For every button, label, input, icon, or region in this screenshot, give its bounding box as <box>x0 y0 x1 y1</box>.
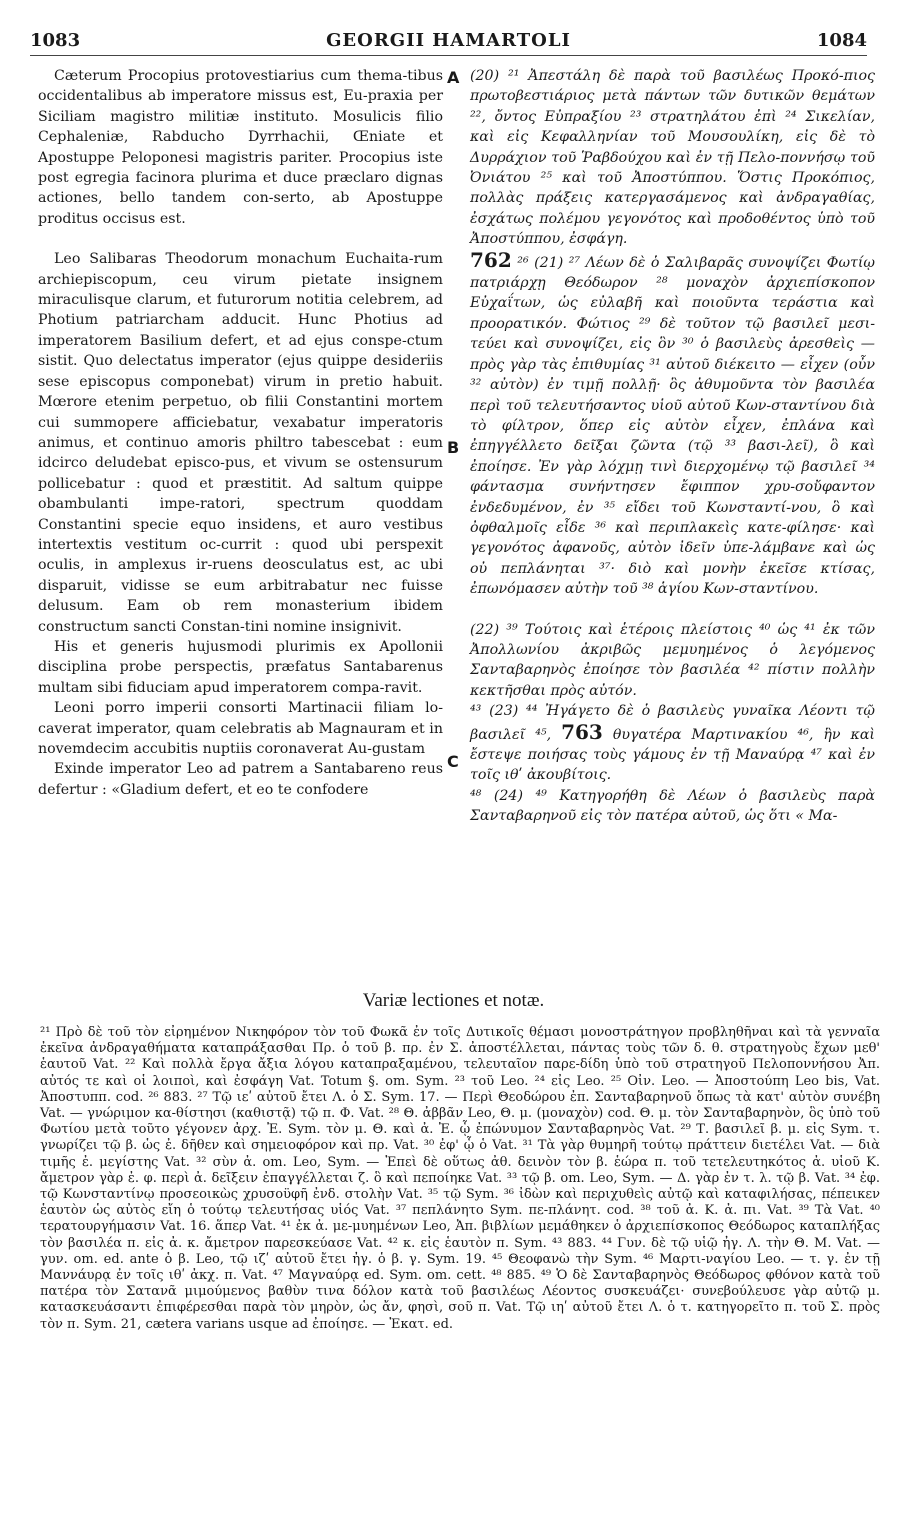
greek-paragraph: θυγατέρα Μαρτινακίου ⁴⁶, ἣν καὶ ἔστεψε ποιήσας τοὺς γάμους ἐν τῇ Μαναύρᾳ ⁴⁷ καὶ ἐν τοῖς ιθʹ ἀκουβίτοις. <box>470 726 875 784</box>
latin-paragraph: His et generis hujusmodi plurimis ex Apollonii disciplina probe perspectis, præfatus Santabarenus multam sibi fiduciam apud imperatorem compa-ravit. <box>38 638 443 696</box>
margin-letter-b: B <box>447 438 460 457</box>
latin-paragraph: Leoni porro imperii consorti Martinacii filiam lo-caverat imperator, quam celebratis ab Magnauram et in novemdecim accubitis nuptiis coronaverat Au-gustam <box>38 700 443 757</box>
latin-paragraph: Exinde imperator Leo ad patrem a Santabareno reus defertur : «Gladium defert, et eo te confodere <box>38 761 443 798</box>
footnotes <box>40 1025 880 1333</box>
running-title: GEORGII HAMARTOLI <box>326 30 571 51</box>
variae-lectiones-heading: Variæ lectiones et notæ. <box>362 990 545 1011</box>
latin-paragraph: Leo Salibaras Theodorum monachum Euchaita-rum archiepiscopum, ceu virum pietate insignem miraculisque clarum, et futurorum notitia celebrem, ad Photium patriarcham adducit. Hunc Photius ad imperatorem Basilium defert, et ad ejus conspe-ctum sistit. Quo delectatus imperator (ejus quippe desideriis sese episcopus componebat) virum in pretio habuit. Mœrore etenim perpetuo, ob filii Constantini mortem cui summopere afficiebatur, vexabatur imperatoris animus, et continuo amoris philtro tabescebat : eum idcirco deludebat episco-pus, et vivum se ostensurum pollicebatur : quod et præstitit. Ad saltum quippe obambulanti impe-ratori, spectrum quoddam Constantini specie equo insidens, et auro vestibus intertextis vestitum oc-currit : quod ubi perspexit oculis, in amplexus ir-ruens deosculatus est, ac ubi disparuit, vidisse se eum arbitrabatur nec fuisse delusum. Eam ob rem monasterium ibidem constructum sancti Constan-tini nomine insignivit. <box>38 251 443 635</box>
page-number-left: 1083 <box>30 30 81 51</box>
greek-paragraph: (20) ²¹ Ἀπεστάλη δὲ παρὰ τοῦ βασιλέως Προκό-πιος πρωτοβεστιάριος μετὰ πάντων τῶν δυτικῶν θεμάτων ²², ὄντος Εὐπραξίου ²³ στρατηλάτου ἐπὶ ²⁴ Σικελίαν, καὶ εἰς Κεφαλληνίαν τοῦ Μουσουλίκη, εἰς δὲ τὸ Δυρράχιον τοῦ Ῥαβδούχου καὶ ἐν τῇ Πελο-ποννήσῳ τοῦ Ὀνιάτου ²⁵ καὶ τοῦ Ἀποστύππου. Ὅστις Προκόπιος, πολλὰς πράξεις κατεργασάμενος καὶ ἀνδραγαθίας, ἐσχάτως πολέμου γεγονότος καὶ προδοθέντος ὑπὸ τοῦ Ἀποστύππου, ἐσφάγη. <box>470 68 875 248</box>
footnote-text: ²¹ Πρὸ δὲ τοῦ τὸν εἰρημένον Νικηφόρον τὸν τοῦ Φωκᾶ ἐν τοῖς Δυτικοῖς θέμασι μονοστράτηγον προβληθῆναι καὶ τὰ γενναῖα ἐκεῖνα ἀνδραγαθήματα καταπράξασθαι Πρ. ὁ τοῦ β. πρ. ἐν Σ. ἀποστέλλεται, πάντας τοὺς τῶν δ. θ. στρατηγοὺς ἔχων μεθ' ἑαυτοῦ Vat. ²² Καὶ πολλὰ ἔργα ἄξια λόγου καταπραξαμένου, τελευταῖον παρε-δίδη ὑπὸ τοῦ στρατηγοῦ Πελοποννήσου Ἀπ. αὐτός τε καὶ οἱ λοιποὶ, καὶ ἐσφάγη Vat. Totum §. om. Sym. ²³ τοῦ Leo. ²⁴ εἰς Leo. ²⁵ Οἰν. Leo. — Ἀποστούπη Leo bis, Vat. Ἀποστυππ. cod. ²⁶ 883. ²⁷ Τῷ ιεʹ αὐτοῦ ἔτει Λ. ὁ Σ. Sym. 17. — Περὶ Θεοδώρου ἐπ. Σανταβαρηνοῦ ὅπως τὰ κατ' αὐτὸν συνέβη Vat. — γνώριμον κα-θίστησι (καθιστᾷ) τῷ π. Φ. Vat. ²⁸ Θ. ἀββᾶν Leo, Θ. μ. (μοναχὸν) cod. Θ. μ. τὸν Σανταβαρηνὸν, ὃς ὑπὸ τοῦ Φωτίου μετὰ τοῦτο γέγονεν ἀρχ. Ἐ. Sym. τὸν μ. Θ. καὶ ἀ. Ἐ. ᾧ ἐπώνυμον Σανταβαρηνὸς Vat. ²⁹ Τ. βασιλεῖ β. μ. εἰς Sym. τ. γνωρίζει τῷ β. ὡς ἐ. δῆθεν καὶ σημειοφόρον καὶ πρ. Vat. ³⁰ ἐφ' ᾧ ὁ Vat. ³¹ Τὰ γὰρ θυμηρῆ τούτῳ πράττειν διετέλει Vat. — διὰ τιμῆς ἐ. μεγίστης Vat. ³² σὺν ἀ. om. Leo, Sym. — Ἐπεὶ δὲ οὕτως ἀθ. δεινὸν τὸν β. ἑώρα π. τοῦ τετελευτηκότος ἀ. υἱοῦ Κ. ἄμετρον γὰρ ἐ. φ. περὶ ἀ. δεῖξειν ἐπαγγέλλεται ζ. ὃ καὶ πεποίηκε Vat. ³³ τῷ β. om. Leo, Sym. — Δ. γὰρ ἐν τ. λ. τῷ β. Vat. ³⁴ ἐφ. τῷ Κωνσταντίνῳ προσεοικὼς χρυσοϋφῆ ἐνδ. στολὴν Vat. ³⁵ τῷ Sym. ³⁶ ἰδὼν καὶ περιχυθεὶς αὐτῷ καὶ καταφιλήσας, πέπεικεν ἑαυτὸν ὡς αὐτὸς εἴη ὁ τούτῳ τελευτήσας υἱός Vat. ³⁷ πεπλάνητο Sym. πε-πλάνητ. cod. ³⁸ τοῦ ἀ. Κ. ἀ. πι. Vat. ³⁹ Τὰ Vat. ⁴⁰ τερατουργήμασιν Vat. 16. ἅπερ Vat. ⁴¹ ἐκ ἀ. με-μυημένων Leo, Ἀπ. βιβλίων μεμάθηκεν ὁ ἀρχιεπίσκοπος Θεόδωρος καταπλήξας τὸν βασιλέα π. εἰς ἀ. κ. ἄμετρον παρεσκεύασε Vat. ⁴² κ. εἰς ἑαυτὸν π. Sym. ⁴³ 883. ⁴⁴ Γυν. δὲ τῷ υἱῷ ἠγ. Λ. τὴν Θ. Μ. Vat. — γυν. om. ed. ante ὁ β. Leo, τῷ ιζʹ αὐτοῦ ἔτει ἠγ. ὁ β. γ. Sym. 19. ⁴⁵ Θεοφανὼ τὴν Sym. ⁴⁶ Μαρτι-ναγίου Leo. — τ. γ. ἐν τῇ Μαννάυρᾳ ἐν τοῖς ιθʹ ἀκχ. π. Vat. ⁴⁷ Μαγναύρᾳ ed. Sym. om. cett. ⁴⁸ 885. ⁴⁹ Ὁ δὲ Σανταβαρηνὸς Θεόδωρος φθόνον κατὰ τοῦ πατέρα τὸν Σατανᾶ μιμούμενος βαθὺν τινα δόλον κατὰ τοῦ βασιλέως Λέοντος συσκευάζει· συνεβούλευσε γὰρ αὐτῷ μ. κατασκευάσαντι ἐπιφέρεσθαι παρὰ τὸν μηρὸν, ὡς ἄν, φησὶ, σοῦ π. Vat. Τῷ ιηʹ αὐτοῦ ἔτει Λ. ὁ τ. κατηγορεῖτο π. τοῦ Σ. πρὸς τὸν π. Sym. 21, cætera varians usque ad ἐποίησε. — Ἐκατ. ed. <box>40 1025 880 1332</box>
latin-paragraph: Cæterum Procopius protovestiarius cum thema-tibus occidentalibus ab imperatore missus est, Eu-praxia per Siciliam magistro militiæ instituto. Mosulicis filio Cephaleniæ, Rabducho Dyrrhachii, Œniate et Apostuppe Peloponesi magistris pariter. Procopius iste post egregia facinora plurima et duce præclaro dignas actiones, bello tandem con-serto, ab Apostuppe proditus occisus est. <box>38 68 443 227</box>
greek-column <box>470 66 875 827</box>
header-rule <box>30 55 867 56</box>
greek-paragraph: (22) ³⁹ Τούτοις καὶ ἑτέροις πλείστοις ⁴⁰ ὡς ⁴¹ ἐκ τῶν Ἀπολλωνίου ἀκριβῶς μεμυημένος ὁ λεγόμενος Σανταβαρηνὸς ἐποίησε τὸν βασιλέα ⁴² πίστιν πολλὴν κεκτῆσθαι πρὸς αὐτόν. <box>470 621 875 699</box>
section-number-762: 762 <box>470 247 512 272</box>
page-number-right: 1084 <box>816 30 867 51</box>
greek-paragraph: ⁴⁸ (24) ⁴⁹ Κατηγορήθη δὲ Λέων ὁ βασιλεὺς παρὰ Σανταβαρηνοῦ εἰς τὸν πατέρα αὐτοῦ, ὡς ὅτι « Μα- <box>470 787 875 825</box>
greek-paragraph: ²⁶ (21) ²⁷ Λέων δὲ ὁ Σαλιβαρᾶς συνοψίζει Φωτίῳ πατριάρχῃ Θεόδωρον ²⁸ μοναχὸν ἀρχιεπίσκοπον Εὐχαΐτων, ὡς εὐλαβῆ καὶ ποιοῦντα τεράστια καὶ προορατικόν. Φώτιος ²⁹ δὲ τοῦτον τῷ βασιλεῖ μεσι-τεύει καὶ συνοψίζει, εἰς ὃν ³⁰ ὁ βασιλεὺς ἀρεσθεὶς — πρὸς γὰρ τὰς ἐπιθυμίας ³¹ αὐτοῦ διέκειτο — εἶχεν (οὖν ³² αὐτὸν) ἐν τιμῇ πολλῇ· ὃς ἀθυμοῦντα τὸν βασιλέα περὶ τοῦ τελευτήσαντος υἱοῦ αὐτοῦ Κων-σταντίνου διὰ τὸ φίλτρον, ὅπερ εἰς αὐτὸν εἶχεν, ἐπλάνα καὶ ἐπηγγέλλετο δεῖξαι ζῶντα (τῷ ³³ βασι-λεῖ), ὃ καὶ ἐποίησε. Ἐν γὰρ λόχμῃ τινὶ διερχομένῳ τῷ βασιλεῖ ³⁴ φάντασμα συνήντησεν ἔφιππον χρυ-σοὔφαντον ἐνδεδυμένον, ἐν ³⁵ εἴδει τοῦ Κωνσταντί-νου, ὃ καὶ ὀφθαλμοῖς εἶδε ³⁶ καὶ περιπλακεὶς κατε-φίλησε· καὶ γεγονότος ἀφανοῦς, αὐτὸν ἰδεῖν ὑπε-λάμβανε καὶ ὡς οὐ πεπλάνηται ³⁷· διὸ καὶ μονὴν ἐκεῖσε κτίσας, ἐπωνόμασεν αὐτὴν τοῦ ³⁸ ἁγίου Κων-σταντίνου. <box>470 254 875 598</box>
greek-paragraph: ⁴³ (23) ⁴⁴ Ἠγάγετο δὲ ὁ βασιλεὺς γυναῖκα Λέοντι τῷ βασιλεῖ ⁴⁵, <box>470 703 875 743</box>
latin-column <box>38 66 443 800</box>
margin-letter-c: C <box>447 752 459 771</box>
margin-letter-a: A <box>447 68 460 87</box>
section-number-763: 763 <box>561 719 603 744</box>
